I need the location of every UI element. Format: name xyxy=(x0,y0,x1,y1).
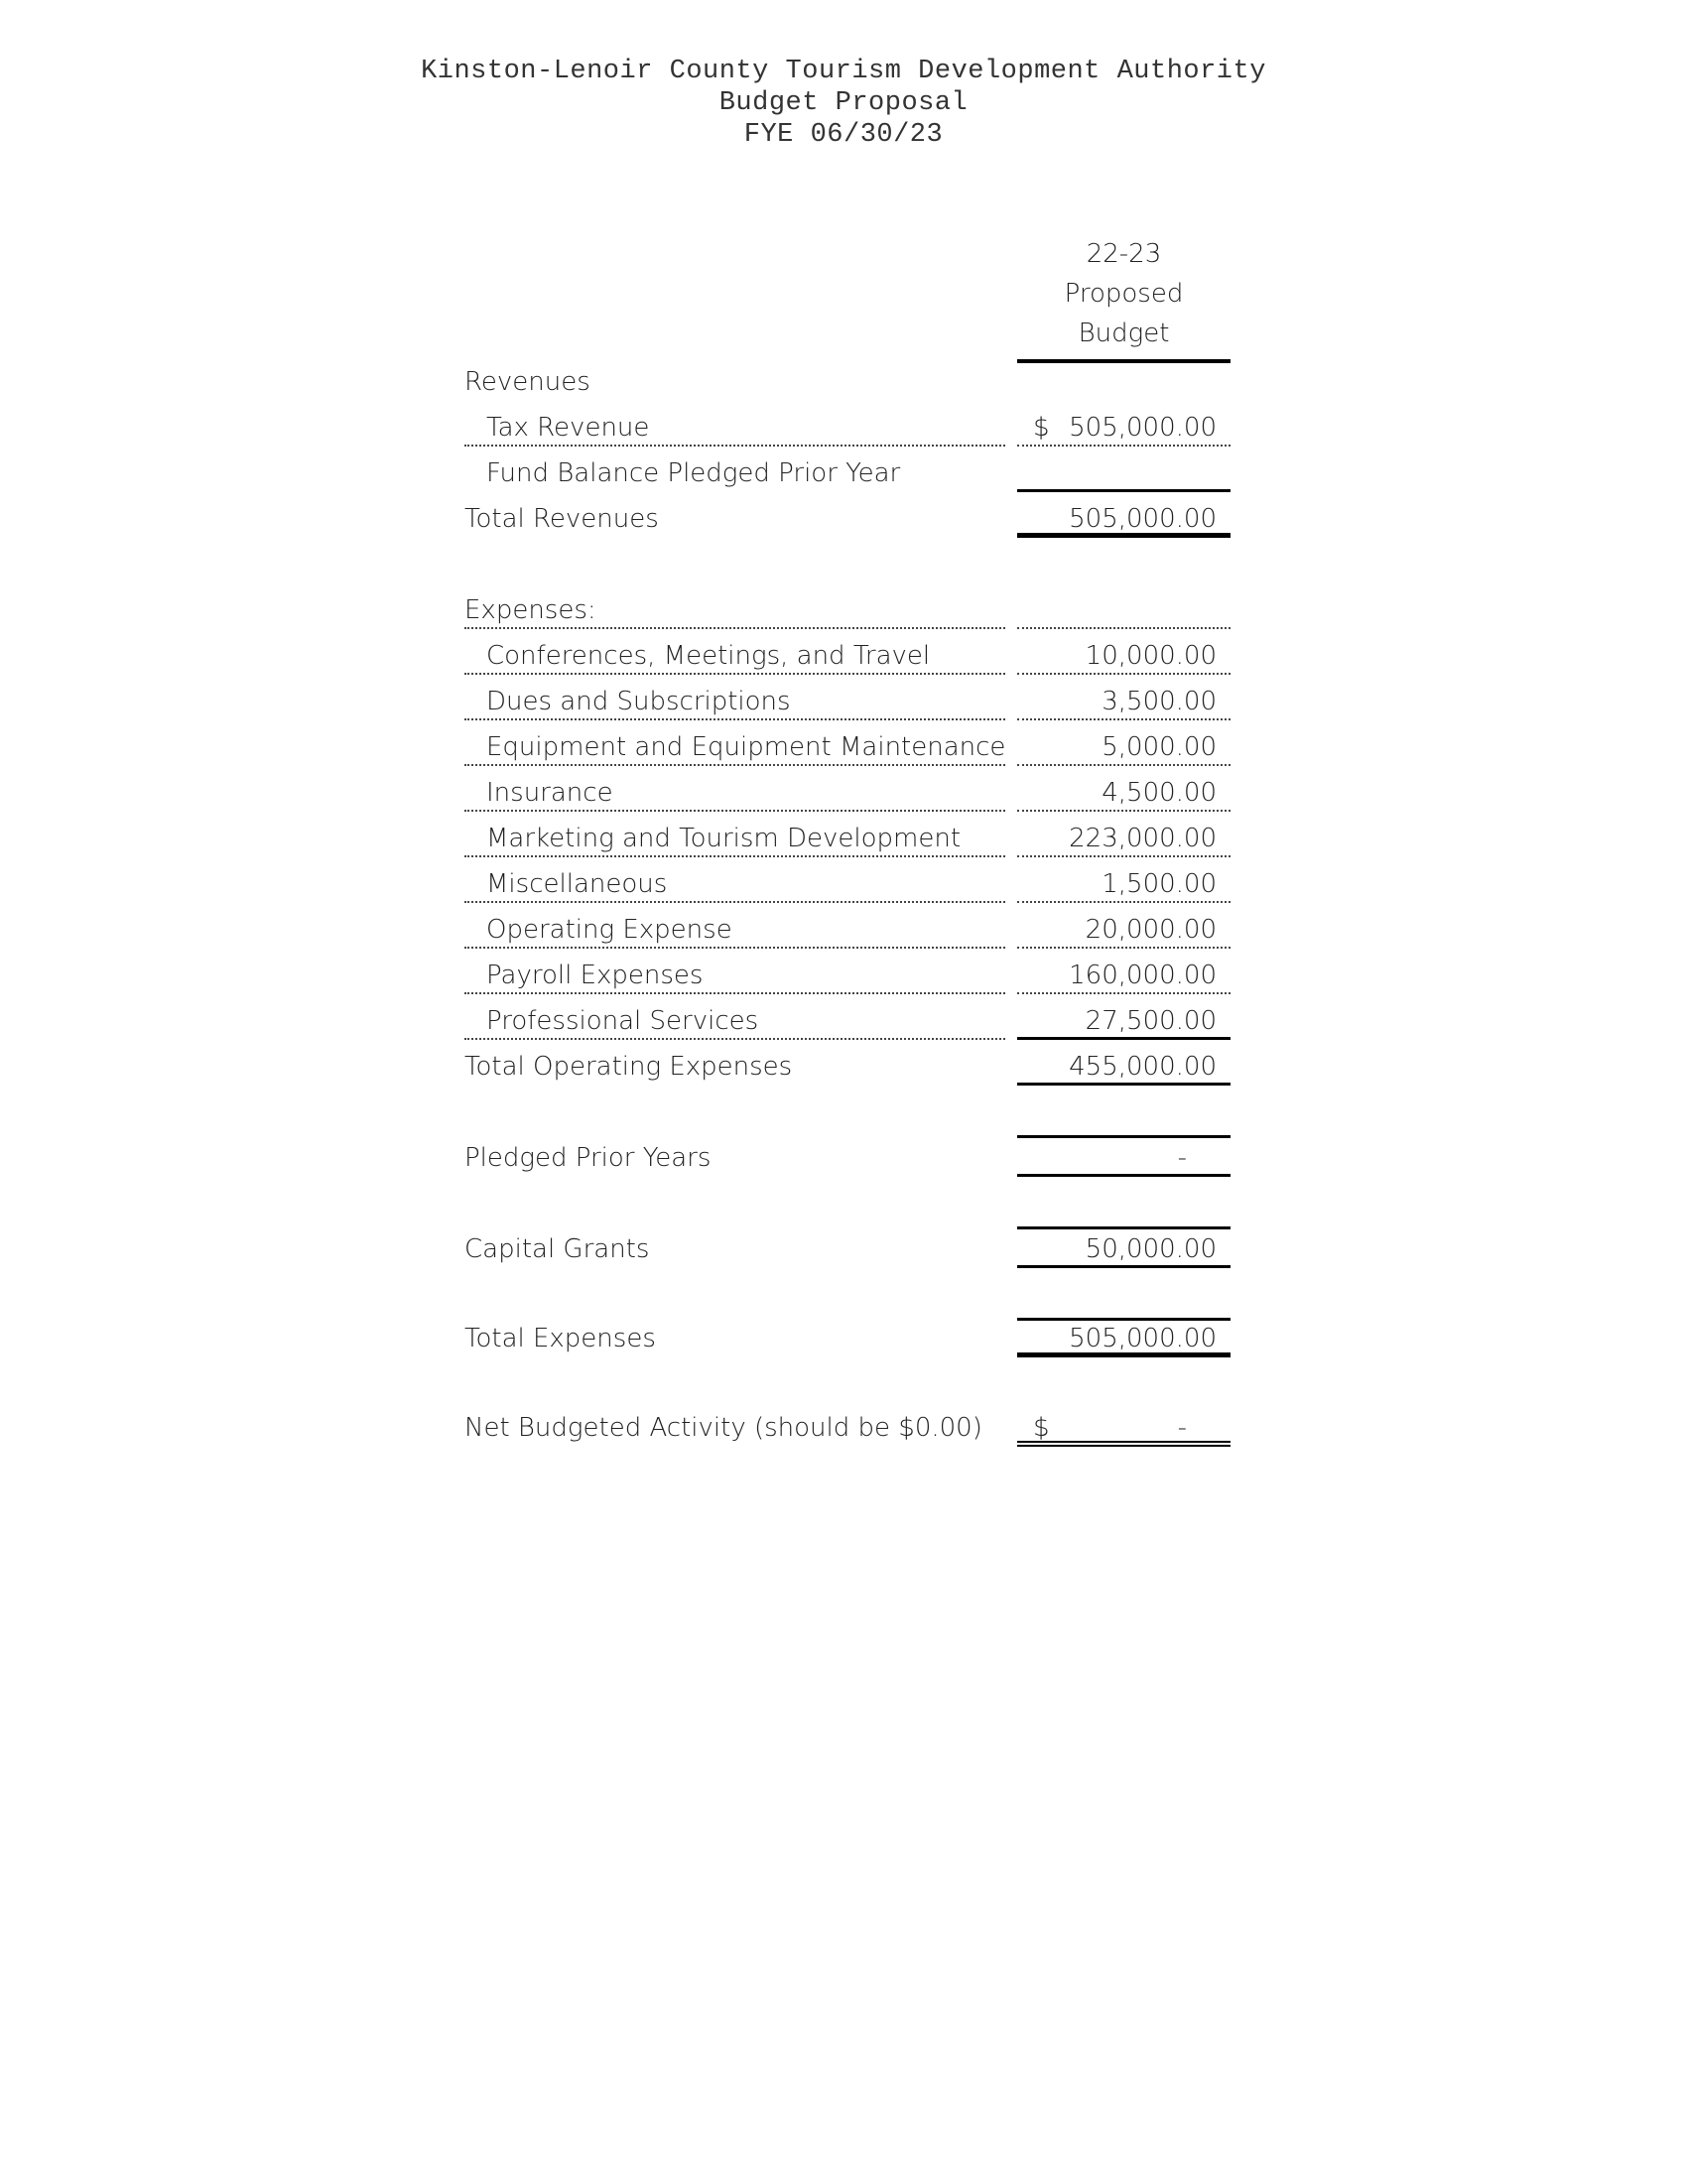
capital-amount xyxy=(1017,1230,1231,1268)
expense-label: Operating Expense xyxy=(464,911,1005,949)
expenses-heading-amount xyxy=(1017,591,1231,629)
total-revenues-amount xyxy=(1017,500,1231,538)
net-activity-amount xyxy=(1017,1409,1231,1447)
total-expenses-label: Total Expenses xyxy=(464,1324,656,1353)
expense-amount xyxy=(1017,774,1231,812)
expense-amount xyxy=(1017,957,1231,994)
expense-amount xyxy=(1017,820,1231,857)
total-expenses-amount xyxy=(1017,1320,1231,1357)
expense-label: Dues and Subscriptions xyxy=(464,683,1005,720)
expense-value: 5,000.00 xyxy=(1102,732,1217,762)
net-activity-value: - xyxy=(1177,1413,1187,1443)
pledged-row xyxy=(456,1131,1231,1177)
expense-row xyxy=(456,949,1231,994)
expense-label: Insurance xyxy=(464,774,1005,812)
expense-amount xyxy=(1017,865,1231,903)
total-revenues-value: 505,000.00 xyxy=(1069,504,1217,534)
tax-revenue-currency: $ xyxy=(1033,413,1050,443)
tax-revenue-label: Tax Revenue xyxy=(464,409,1005,447)
page-header xyxy=(0,56,1687,151)
org-title: Kinston-Lenoir County Tourism Development Authority xyxy=(421,57,1266,86)
expense-value: 223,000.00 xyxy=(1069,824,1217,853)
column-header-budget: Budget xyxy=(1078,319,1170,348)
expense-row xyxy=(456,629,1231,675)
expense-value: 160,000.00 xyxy=(1069,961,1217,990)
column-header-year: 22-23 xyxy=(1086,239,1162,269)
expense-row xyxy=(456,675,1231,720)
total-operating-value: 455,000.00 xyxy=(1069,1052,1217,1082)
pledged-label: Pledged Prior Years xyxy=(464,1143,712,1173)
revenues-heading: Revenues xyxy=(464,367,590,397)
total-revenues-label: Total Revenues xyxy=(464,504,659,534)
expense-amount xyxy=(1017,683,1231,720)
fund-balance-amount xyxy=(1017,454,1231,492)
expense-row xyxy=(456,720,1231,766)
expense-amount xyxy=(1017,911,1231,949)
tax-revenue-row xyxy=(456,401,1231,447)
expense-label: Payroll Expenses xyxy=(464,957,1005,994)
fiscal-year: FYE 06/30/23 xyxy=(743,120,944,150)
total-expenses-row xyxy=(456,1312,1231,1357)
expenses-heading-row xyxy=(456,583,1231,629)
fund-balance-label: Fund Balance Pledged Prior Year xyxy=(486,458,901,488)
expense-label: Miscellaneous xyxy=(464,865,1005,903)
expense-label: Equipment and Equipment Maintenance xyxy=(464,728,1005,766)
net-activity-currency: $ xyxy=(1033,1413,1050,1443)
pledged-value: - xyxy=(1177,1143,1187,1173)
total-operating-amount xyxy=(1017,1048,1231,1086)
expense-value: 1,500.00 xyxy=(1102,869,1217,899)
document-title: Budget Proposal xyxy=(718,88,969,118)
revenues-heading-row xyxy=(456,355,1231,401)
expense-value: 27,500.00 xyxy=(1085,1006,1217,1036)
expense-label: Professional Services xyxy=(464,1002,1005,1040)
expense-label: Marketing and Tourism Development xyxy=(464,820,1005,857)
net-activity-row xyxy=(456,1401,1231,1447)
expense-row xyxy=(456,903,1231,949)
capital-label: Capital Grants xyxy=(464,1234,650,1264)
expense-row xyxy=(456,857,1231,903)
expense-value: 4,500.00 xyxy=(1102,778,1217,808)
expense-row xyxy=(456,994,1231,1040)
expense-value: 3,500.00 xyxy=(1102,687,1217,716)
expense-amount xyxy=(1017,728,1231,766)
expense-row xyxy=(456,812,1231,857)
column-header-proposed: Proposed xyxy=(1064,279,1184,309)
capital-value: 50,000.00 xyxy=(1085,1234,1217,1264)
expense-value: 10,000.00 xyxy=(1085,641,1217,671)
pledged-amount xyxy=(1017,1139,1231,1177)
tax-revenue-value: 505,000.00 xyxy=(1069,413,1217,443)
total-expenses-value: 505,000.00 xyxy=(1069,1324,1217,1353)
column-header xyxy=(1017,234,1231,363)
expenses-heading: Expenses: xyxy=(464,591,1005,629)
expense-amount xyxy=(1017,637,1231,675)
expense-amount xyxy=(1017,1002,1231,1040)
expense-label: Conferences, Meetings, and Travel xyxy=(464,637,1005,675)
expense-row xyxy=(456,766,1231,812)
capital-row xyxy=(456,1222,1231,1268)
total-revenues-row xyxy=(456,492,1231,538)
total-operating-row xyxy=(456,1040,1231,1086)
expense-value: 20,000.00 xyxy=(1085,915,1217,945)
tax-revenue-amount xyxy=(1017,409,1231,447)
total-operating-label: Total Operating Expenses xyxy=(464,1052,793,1082)
fund-balance-row xyxy=(456,447,1231,492)
net-activity-label: Net Budgeted Activity (should be $0.00) xyxy=(464,1413,982,1443)
